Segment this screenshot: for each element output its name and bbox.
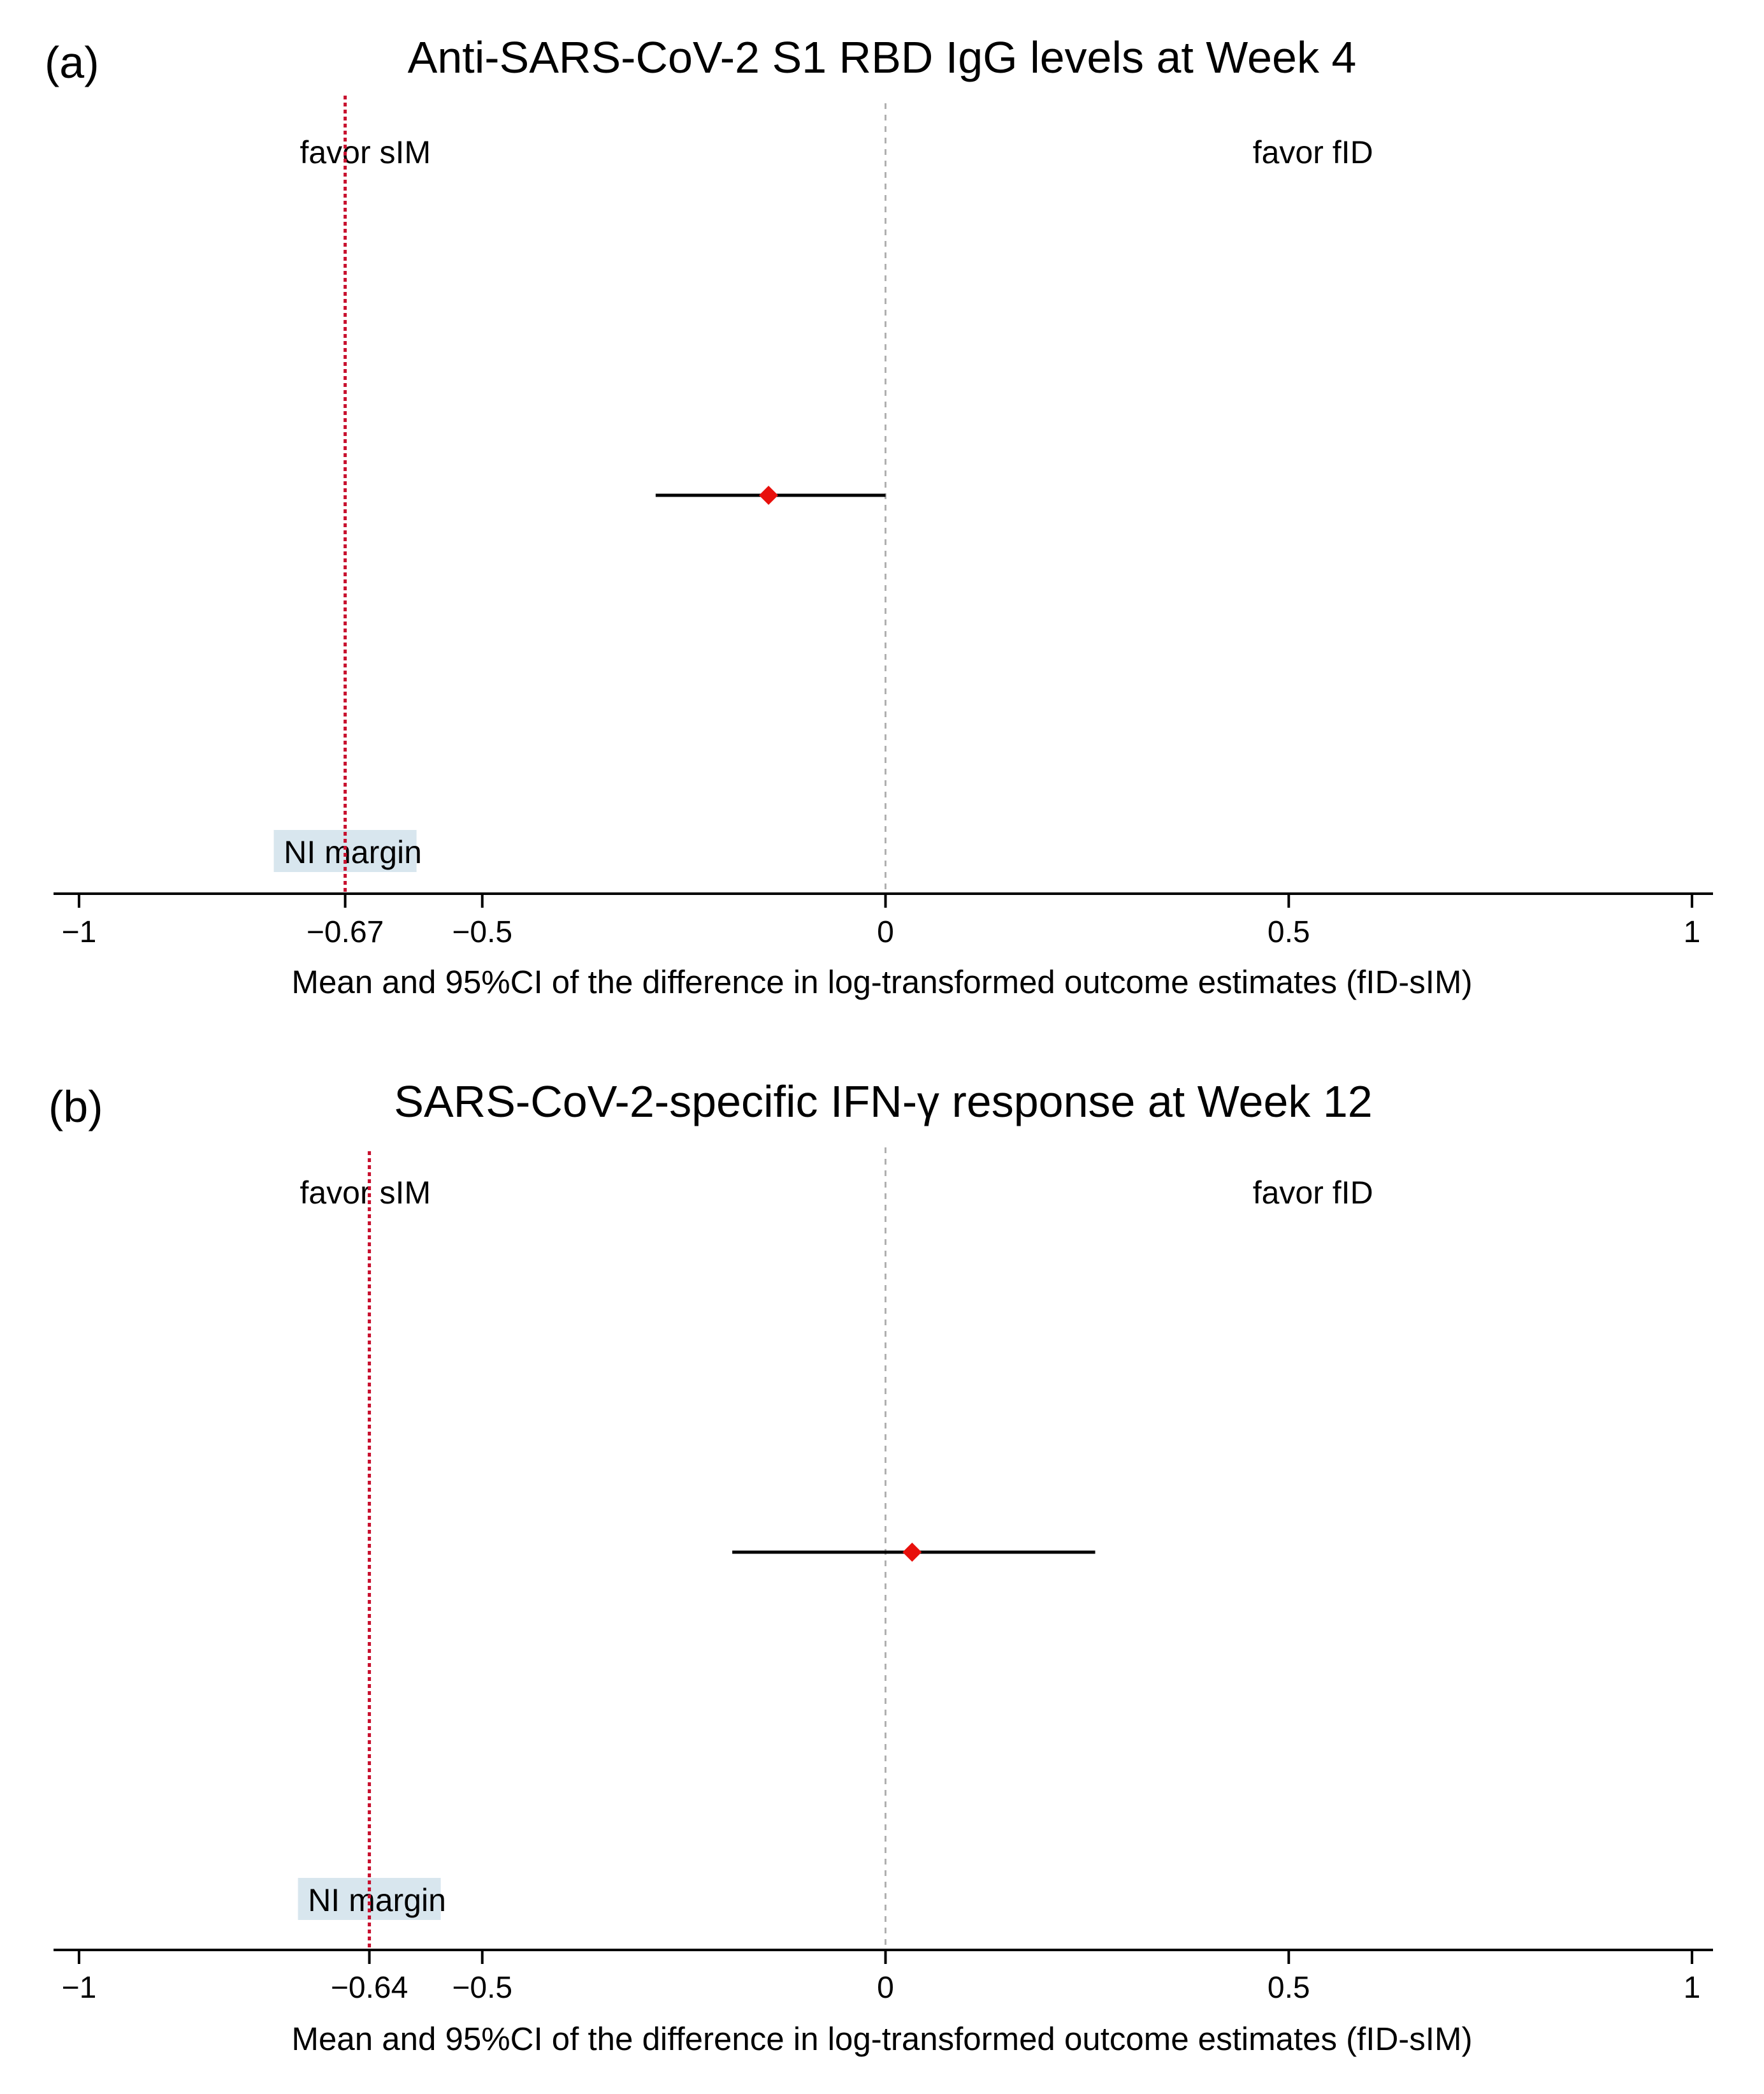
x-tick-label: 0 (877, 1971, 894, 2005)
x-tick-label: −1 (61, 915, 97, 949)
x-tick-label: −0.5 (452, 915, 513, 949)
x-tick-label: −0.67 (306, 915, 384, 949)
x-tick-label: 0.5 (1267, 915, 1310, 949)
favor-right-label: favor fID (1252, 135, 1373, 170)
panel-label: (a) (45, 38, 99, 87)
ni-margin-label: NI margin (284, 834, 422, 870)
mean-point (902, 1543, 922, 1562)
favor-left-label: favor sIM (300, 135, 431, 170)
x-tick-label: 0.5 (1267, 1971, 1310, 2005)
x-axis-label: Mean and 95%CI of the difference in log-transformed outcome estimates (fID-sIM) (291, 964, 1473, 1000)
x-axis-label: Mean and 95%CI of the difference in log-transformed outcome estimates (fID-sIM) (291, 2021, 1473, 2057)
favor-left-label: favor sIM (300, 1175, 431, 1211)
mean-point (759, 486, 778, 505)
x-tick-label: 1 (1683, 915, 1701, 949)
x-tick-label: 0 (877, 915, 894, 949)
favor-right-label: favor fID (1252, 1175, 1373, 1211)
x-tick-label: −1 (61, 1971, 97, 2005)
chart-title: SARS-CoV-2-specific IFN-γ response at Week 12 (394, 1077, 1373, 1126)
x-tick-label: −0.5 (452, 1971, 513, 2005)
panel-label: (b) (48, 1082, 103, 1131)
ni-margin-label: NI margin (308, 1882, 446, 1918)
x-axis-ticks (62, 894, 1701, 949)
panel-b (0, 1047, 1764, 2093)
x-tick-label: −0.64 (330, 1971, 408, 2005)
chart-title: Anti-SARS-CoV-2 S1 RBD IgG levels at Week 4 (407, 33, 1357, 82)
x-tick-label: 1 (1683, 1971, 1701, 2005)
x-axis-ticks (62, 1950, 1701, 2005)
